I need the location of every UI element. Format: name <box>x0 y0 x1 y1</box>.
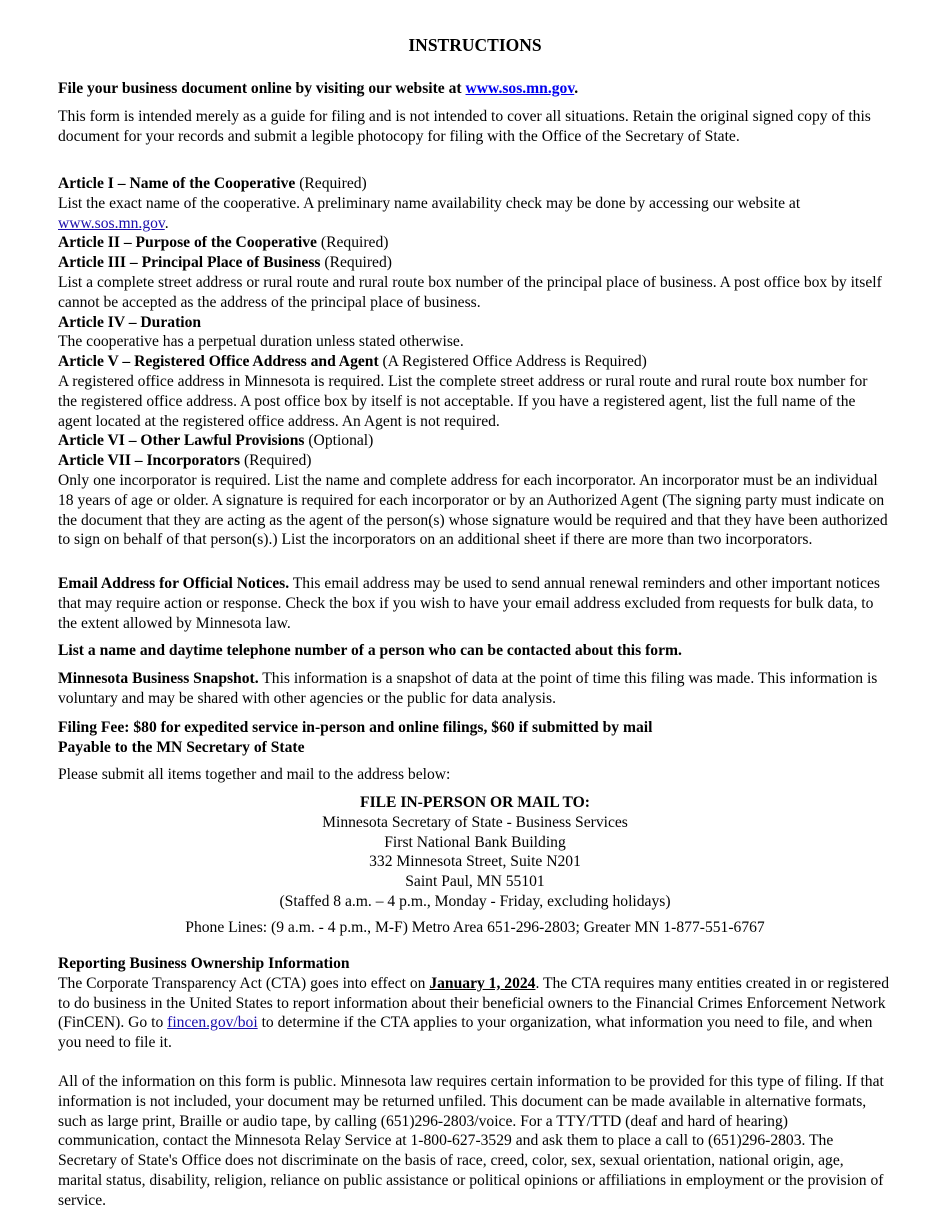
article-7-body: Only one incorporator is required. List the name and complete address for each incorporator. An incorporator must be an individual 18 years of age or older. A signature is required for each incorporator or by an Authorized Agent (The signing party must indicate on the document that they are acting as the agent of the person(s) whose signature would be required and that they have been authorized to sign on behalf of that person(s).) List the incorporators on an additional sheet if there are more than two incorporators. <box>58 471 888 549</box>
article-5-body: A registered office address in Minnesota is required. List the complete street address or rural route and rural route box number for the registered office address. A post office box by itself is not acceptable. If you have a registered agent, list the full name of the agent located at the registered office address. An Agent is not required. <box>58 372 868 430</box>
online-filing-line: File your business document online by visiting our website at www.sos.mn.gov. <box>58 80 579 97</box>
filing-fee <box>58 718 890 758</box>
payable-line: Payable to the MN Secretary of State <box>58 738 305 756</box>
address-line: Saint Paul, MN 55101 <box>405 873 545 891</box>
article-3: Article III – Principal Place of Business (Required) <box>58 254 392 272</box>
address-line: 332 Minnesota Street, Suite N201 <box>369 853 581 871</box>
article-6: Article VI – Other Lawful Provisions (Optional) <box>58 432 374 450</box>
article-3-body: List a complete street address or rural route and rural route box number of the principal place of business. A post office box by itself cannot be accepted as the address of the principal place of business. <box>58 273 882 311</box>
article-4 <box>58 313 890 333</box>
online-filing-text: File your business document online by visiting our website at <box>58 80 466 97</box>
article-1: Article I – Name of the Cooperative (Required) <box>58 175 367 192</box>
email-heading: Email Address for Official Notices. <box>58 575 290 592</box>
snapshot-section: Minnesota Business Snapshot. This information is a snapshot of data at the point of time this filing was made. This information is voluntary and may be shared with other agencies or the public for data analysis. <box>58 670 878 707</box>
article-2-heading: Article II – Purpose of the Cooperative <box>58 234 317 252</box>
name-check-link[interactable]: www.sos.mn.gov <box>58 214 165 232</box>
article-6-heading: Article VI – Other Lawful Provisions <box>58 432 305 450</box>
phone-lines: Phone Lines: (9 a.m. - 4 p.m., M-F) Metro Area 651-296-2803; Greater MN 1-877-551-6767 <box>185 919 765 936</box>
article-5-heading: Article V – Registered Office Address and Agent <box>58 353 379 371</box>
address-line: First National Bank Building <box>384 833 566 851</box>
article-3-heading: Article III – Principal Place of Business <box>58 254 321 272</box>
article-4-body: The cooperative has a perpetual duration unless stated otherwise. <box>58 333 464 351</box>
office-hours: (Staffed 8 a.m. – 4 p.m., Monday - Friday, excluding holidays) <box>279 892 671 910</box>
article-7: Article VII – Incorporators (Required) <box>58 452 312 470</box>
address-heading: FILE IN-PERSON OR MAIL TO: <box>360 794 590 811</box>
submit-instruction: Please submit all items together and mail to the address below: <box>58 766 451 783</box>
cta-effective-date: January 1, 2024 <box>429 974 536 992</box>
intro-paragraph: This form is intended merely as a guide for filing and is not intended to cover all situations. Retain the original signed copy of this document for your records and submit a legible photocopy for filing with the Office of the Secretary of State. <box>58 108 871 145</box>
fincen-link[interactable]: fincen.gov/boi <box>167 1014 258 1032</box>
cta-heading: Reporting Business Ownership Information <box>58 955 350 972</box>
public-information-notice: All of the information on this form is public. Minnesota law requires certain information to be provided for this type of filing. If that information is not included, your document may be returned unfiled. This document can be made available in alternative formats, such as large print, Braille or audio tape, by calling (651)296-2803/voice. For a TTY/TTD (deaf and hard of hearing) communication, contact the Minnesota Relay Service at 1-800-627-3529 and ask them to place a call to (651)296-2803. The Secretary of State's Office does not discriminate on the basis of race, creed, color, sex, sexual orientation, national origin, age, marital status, disability, religion, reliance on public assistance or political opinions or affiliations in employment or the provision of service. <box>58 1073 884 1209</box>
cta-body: The Corporate Transparency Act (CTA) goes into effect on January 1, 2024. The CTA requires many entities created in or registered to do business in the United States to report information about their beneficial owners to the Financial Crimes Enforcement Network (FinCEN). Go to fincen.gov/boi to determine if the CTA applies to your organization, what information you need to file, and when you need to file it. <box>58 974 889 1052</box>
snapshot-heading: Minnesota Business Snapshot. <box>58 670 259 687</box>
website-link[interactable]: www.sos.mn.gov <box>465 80 575 97</box>
email-section: Email Address for Official Notices. This email address may be used to send annual renewal reminders and other important notices that may require action or response. Check the box if you wish to have your email address excluded from requests for bulk data, to the extent allowed by Minnesota law. <box>58 575 880 632</box>
article-4-heading: Article IV – Duration <box>58 313 202 331</box>
article-7-heading: Article VII – Incorporators <box>58 452 241 470</box>
page-title: INSTRUCTIONS <box>408 35 542 55</box>
article-2: Article II – Purpose of the Cooperative (Required) <box>58 234 389 252</box>
filing-fee-line: Filing Fee: $80 for expedited service in-person and online filings, $60 if submitted by mail <box>58 719 653 736</box>
articles-section <box>58 174 890 550</box>
address-line: Minnesota Secretary of State - Business Services <box>322 813 628 831</box>
contact-line: List a name and daytime telephone number of a person who can be contacted about this form. <box>58 642 682 659</box>
cta-section <box>58 954 890 1053</box>
article-1-body: List the exact name of the cooperative. A preliminary name availability check may be done by accessing our website at www.sos.mn.gov. <box>58 194 801 232</box>
mailing-address <box>0 793 950 912</box>
article-5: Article V – Registered Office Address and Agent (A Registered Office Address is Required) <box>58 353 647 371</box>
article-1-heading: Article I – Name of the Cooperative <box>58 175 296 192</box>
